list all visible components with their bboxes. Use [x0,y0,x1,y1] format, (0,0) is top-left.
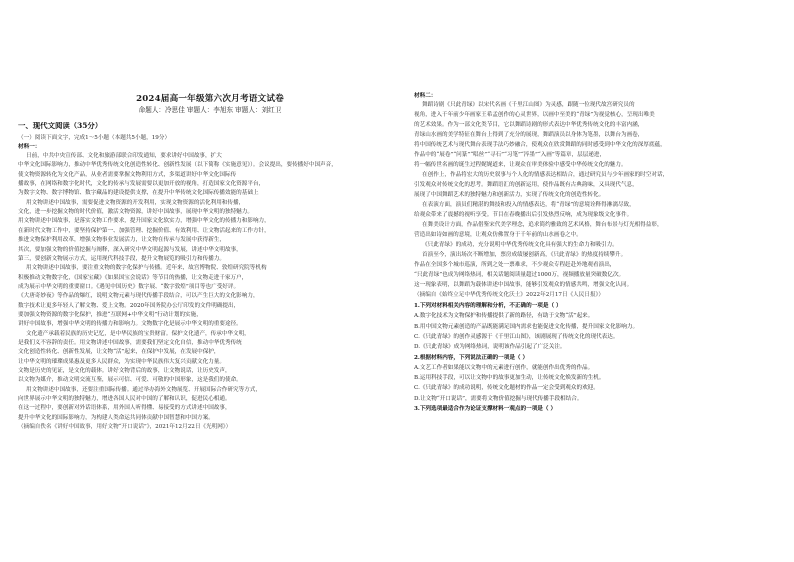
question-stem: 1.下列对材料相关内容的理解和分析，不正确的一项是（ ） [414,303,562,309]
text-line: 的艺术效果。作为一部文化类节目，它以舞蹈诗剧的形式表达中华优秀传统文化的丰富内涵， [414,122,644,128]
text-line: 日前，中共中央宣传部、文化和旅游部联合印发通知，要求讲好中国故事，扩大 [26,153,222,159]
text-line: 将一幅传世名画的诞生过程娓娓道来，让观众在审美体验中感受中华传统文化的魅力。 [414,162,627,168]
text-line: 展现了中国舞蹈艺术的独特魅力和创新活力，实现了传统文化的创造性转化。 [414,192,605,198]
text-line: 首演至今，演出场次不断增加，票房成绩屡创新高，《只此青绿》的热度持续攀升。 [422,252,627,258]
answer-option: D.让文物“开口说话”，需要将文物价值挖掘与现代传播手段相结合。 [414,395,583,402]
text-line: 文化，进一步挖掘文物的时代价值，激活文物资源，讲好中国故事，展现中华文明的独特魅力。 [18,209,253,216]
text-line: 用文物讲述中国故事，还要注重国际传播。通过举办海外文物展览、开展国际合作研究等方式， [26,386,261,393]
text-line: 将中国传统艺术与现代舞台表现手法巧妙融合，使观众在欣赏舞蹈的同时感受到中华文化的深厚底蕴， [414,142,666,148]
text-line: 用文物讲述中国故事，是落实文物工作要求，提升国家文化软实力，增强中华文化的传播力和影响力， [18,218,270,225]
text-line: 在这一过程中，要创新对外话语体系，用外国人听得懂、易接受的方式讲述中国故事， [18,405,231,412]
text-line: 青绿山水画的美学特征在舞台上得到了充分的展现，舞蹈演员以身体为笔墨，以舞台为画卷， [414,132,644,138]
text-line: 为数字文物、数字博物馆、数字藏品的建设提供支撑，在提升中华传统文化国际传播效能的基础上 [18,190,259,197]
text-line: 视角，进入千年前少年画家王希孟创作的心灵世界，以画中至美的“青绿”为视觉核心，呈现出唯美 [414,112,655,118]
text-line: 文物是历史的见证，是文化的载体。讲好文物背后的故事，让文物说话，让历史发声， [18,368,231,375]
text-line: 要加强文物资源的数字化保护，推进“互联网+中华文明”行动计划的实施， [18,311,202,318]
text-line: 文化遗产承载着民族的历史记忆，是中华民族的宝贵财富。保护文化遗产，传承中华文明， [26,330,250,337]
answer-option: A.文艺工作者如果能以文物中的元素进行创作，就能创作出优秀的作品。 [414,364,594,371]
material-two-label: 材料二： [414,93,437,99]
text-line: 用文物讲述中国故事，要注重文物的数字化保护与传播。近年来，故宫博物院、敦煌研究院等机构 [26,265,267,272]
instruction: （一）阅读下面文字，完成1～5小题（本题共5小题，19分） [18,135,171,141]
text-line: 是我们义不容辞的责任。用文物讲述中国故事，需要我们坚定文化自信，推动中华优秀传统 [18,340,242,346]
source-citation: （摘编自《始终立足中华优秀传统文化沃土》2022年2月17日《人民日报》） [414,292,604,298]
text-line: 在舞美设计方面，作品借鉴宋代美学理念，追求简约雅致的艺术风格，舞台布景与灯光相得益彰， [422,222,663,228]
source-citation: （摘编自佚名《讲好中国故事，用好文物“开口说话”》，2021年12月22日《光明网》） [18,424,232,431]
text-line: 在表演方面，演员们精湛的舞技和投入的情感表达，将“青绿”的意境诠释得淋漓尽致， [422,202,635,208]
author-line: 命题人：冷思佳 审题人：李旭东 审题人：刘红卫 [138,106,282,114]
text-line: 其次，要加强文物的价值挖掘与阐释，深入研究中华文明起源与发展，讲述中华文明故事， [18,246,242,253]
text-line: 营造出如诗如画的意境，让观众仿佛置身于千年前的山水画卷之中。 [414,232,582,238]
answer-option: B.用中国文物元素创造的产品既能满足国内需求也能促进文化传播，提升国家文化影响力。 [414,323,639,330]
text-line: 这一现象表明，以舞蹈为载体讲述中国故事，能够引发观众的情感共鸣，增强文化认同。 [414,282,633,288]
answer-option: B.运用科技手段，可以让文物中的故事更加生动，让传统文化焕发新的生机。 [414,375,605,382]
text-line: 讲好中国故事，增强中华文明的传播力和影响力。文物数字化是展示中华文明的重要途径。 [18,321,242,328]
text-line: 向世界展示中华文明的独特魅力，增进各国人民对中国的了解和认识，促进民心相通。 [18,396,231,403]
material-one-label: 材料一： [18,144,41,150]
answer-option: D.《只此青绿》成为网络热词，说明该作品引起了广泛关注。 [414,344,566,351]
text-line: 作品在全国多个城市巡演，所到之处一票难求，不少观众专程赶赴外地观看演出， [414,262,616,268]
question-stem: 2.根据材料内容，下列说法正确的一项是（ ） [414,354,529,361]
text-line: 第三，要创新文物展示方式，运用现代科技手段，提升文物展览的吸引力和传播力。 [18,255,225,262]
text-line: “只此青绿”也成为网络热词，相关话题阅读量超过1000万，视频播放量突破数亿次。 [414,272,625,278]
text-line: 积极推动文物数字化，《国家宝藏》《如果国宝会说话》等节目的热播，让文物走进千家万户， [18,274,248,281]
text-line: 引发观众对传统文化的思考。舞蹈语汇的创新运用，使作品既有古典韵味，又具现代气息， [414,182,638,188]
text-line: 《只此青绿》的成功，充分说明中华优秀传统文化具有强大的生命力和吸引力。 [422,242,618,248]
text-line: 以文物为媒介，推动文明交流互鉴，展示可信、可爱、可敬的中国形象，这是我们的使命。 [18,377,242,384]
text-line: 播故事，在网络和数字化时代，文化的传承与发展需要以更加开放的视角，打造国家文化资源平台， [18,181,265,188]
text-line: 成为展示中华文明的重要窗口。《遇见中国历史》数字展、“数字敦煌”项目等也广受好评。 [18,283,240,290]
question-stem: 3.下列选项最适合作为论证支撑材料一观点的一项是（ ） [414,406,557,412]
text-line: 用文物讲述中国故事，需要促进文物资源的开发利用，实现文物资源的活化利用和传播， [26,199,245,206]
text-line: 中华文化国际影响力，推动中华优秀传统文化创造性转化、创新性发展（以下简称《实施意见》）。会议提出，要传播好中国声音， [18,162,337,169]
text-line: 作品中的“展卷”“问篆”“唱丝”“寻石”“习笔”“淬墨”“入画”等篇章，层层递进， [414,152,606,158]
answer-option: C.《只此青绿》的成功说明，传统文化题材的作品一定会受到观众的欢迎。 [414,385,599,392]
text-line: 使文物资源转化为文化产品，从业者需要掌握文物利用方式，多渠道讲好中华文化国际传 [18,171,237,178]
text-line: 给观众带来了震撼的视听享受。节目在春晚播出后引发热烈反响，成为现象级文化事件。 [414,212,633,218]
section-heading: 一、现代文阅读（35分） [18,122,103,130]
text-line: 数字技术让更多年轻人了解文物、爱上文物。2020年国务院办公厅印发的文件明确提出， [18,302,240,309]
answer-option: A.数字化技术为文物保护和传播提供了新的路径，有助于文物“活”起来。 [414,313,594,320]
text-line: 让中华文明的璀璨成果惠及更多人民群众，为实现中华民族伟大复兴贡献文化力量。 [18,358,225,365]
text-line: 在新时代文物工作中，要坚持保护第一、加强管理、挖掘价值、有效利用、让文物活起来的工作方针， [18,227,270,234]
text-line: 舞蹈诗剧《只此青绿》以宋代名画《千里江山图》为灵感，跟随一位现代故宫研究员的 [422,102,635,108]
text-line: 推进文物保护利用改革，增强文物事业发展活力，让文物在传承与发展中获得新生， [18,237,225,244]
text-line: 在创作上，作品将宏大的历史叙事与个人化的情感表达相结合，通过研究员与少年画家的时空对话， [422,172,669,178]
text-line: 文化创造性转化、创新性发展，让文物“活”起来，在保护中发展，在发展中保护， [18,349,220,356]
answer-option: C.《只此青绿》的创作灵感源于《千里江山图》，该剧展现了传统文化的现代表达。 [414,333,619,340]
text-line: 提升中华文化的国际影响力，为构建人类命运共同体贡献中国智慧和中国方案。 [18,414,214,421]
exam-title: 2024届高一年级第六次月考语文试卷 [136,94,284,104]
text-line: 《大唐奇妙夜》等作品的爆红，说明文物元素与现代传播手段结合，可以产生巨大的文化影响力， [18,293,259,300]
